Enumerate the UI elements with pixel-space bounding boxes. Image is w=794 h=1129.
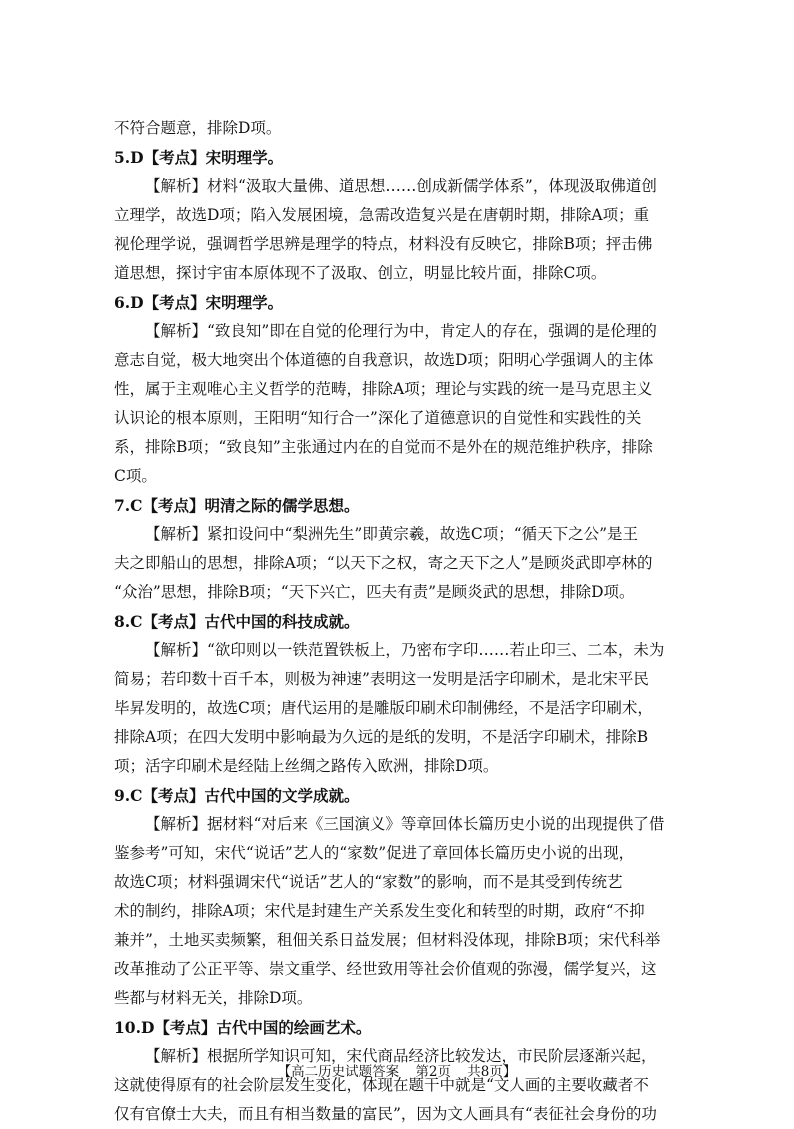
- text-line: 认识论的根本原则，王阳明“知行合一”深化了道德意识的自觉性和实践性的关: [114, 409, 642, 427]
- text-line: 【解析】“欲印则以一铁范置铁板上，乃密布字印……若止印三、二本，未为: [145, 641, 665, 659]
- text-line: 些都与材料无关，排除D项。: [114, 989, 313, 1007]
- text-line: 鉴参考”可知，宋代“说话”艺人的“家数”促进了章回体长篇历史小说的出现，: [114, 844, 635, 862]
- text-line: 兼并”，土地买卖频繁，租佃关系日益发展；但材料没体现，排除B项；宋代科举: [114, 931, 661, 949]
- text-line: “众治”思想，排除B项；“天下兴亡，匹夫有责”是顾炎武的思想，排除D项。: [114, 583, 635, 601]
- text-line: 道思想，探讨宇宙本原体现不了汲取、创立，明显比较片面，排除C项。: [114, 264, 607, 282]
- text-line: 术的制约，排除A项；宋代是封建生产关系发生变化和转型的时期，政府“不抑: [114, 902, 645, 920]
- text-line: 项；活字印刷术是经陆上丝绸之路传入欧洲，排除D项。: [114, 757, 499, 775]
- text-line: 这就使得原有的社会阶层发生变化，体现在题干中就是“文人画的主要收藏者不: [114, 1076, 649, 1094]
- text-line: 性，属于主观唯心主义哲学的范畴，排除A项；理论与实践的统一是马克思主义: [114, 380, 653, 398]
- footer-total-pages: 共8页】: [467, 1064, 517, 1080]
- text-line: 夫之即船山的思想，排除A项；“以天下之权，寄之天下之人”是顾炎武即亭林的: [114, 554, 653, 572]
- text-line: C项。: [114, 467, 157, 485]
- text-line: 【解析】“致良知”即在自觉的伦理行为中，肯定人的存在，强调的是伦理的: [145, 322, 657, 340]
- text-line: 改革推动了公正平等、崇文重学、经世致用等社会价值观的弥漫，儒学复兴，这: [114, 960, 657, 978]
- question-heading: 8.C【考点】古代中国的科技成就。: [114, 612, 360, 631]
- page-footer: [0, 1062, 794, 1082]
- text-line: 系，排除B项；“致良知”主张通过内在的自觉而不是外在的规范维护秩序，排除: [114, 438, 653, 456]
- text-line: 仅有官僚士大夫，而且有相当数量的富民”，因为文人画具有“表征社会身份的功: [114, 1105, 657, 1123]
- text-line: 不符合题意，排除D项。: [114, 119, 282, 137]
- footer-page-number: 第2页: [415, 1064, 451, 1080]
- question-heading: 9.C【考点】古代中国的文学成就。: [114, 786, 360, 805]
- text-line: 【解析】据材料“对后来《三国演义》等章回体长篇历史小说的出现提供了借: [145, 815, 665, 833]
- footer-title: 【高二历史试题答案: [277, 1064, 400, 1080]
- question-heading: 5.D【考点】宋明理学。: [114, 148, 284, 167]
- text-line: 立理学，故选D项；陷入发展困境，急需改造复兴是在唐朝时期，排除A项；重: [114, 206, 650, 224]
- text-line: 故选C项；材料强调宋代“说话”艺人的“家数”的影响，而不是其受到传统艺: [114, 873, 623, 891]
- text-line: 毕昇发明的，故选C项；唐代运用的是雕版印刷术印制佛经，不是活字印刷术，: [114, 699, 653, 717]
- text-line: 【解析】紧扣设问中“梨洲先生”即黄宗羲，故选C项；“循天下之公”是王: [145, 525, 639, 543]
- text-line: 排除A项；在四大发明中影响最为久远的是纸的发明，不是活字印刷术，排除B: [114, 728, 649, 746]
- text-line: 【解析】根据所学知识可知，宋代商品经济比较发达，市民阶层逐渐兴起，: [145, 1047, 657, 1065]
- question-heading: 7.C【考点】明清之际的儒学思想。: [114, 496, 360, 515]
- answer-text-body: [114, 114, 684, 1129]
- text-line: 意志自觉，极大地突出个体道德的自我意识，故选D项；阳明心学强调人的主体: [114, 351, 654, 369]
- text-line: 视伦理学说，强调哲学思辨是理学的特点，材料没有反映它，排除B项；抨击佛: [114, 235, 653, 253]
- question-heading: 10.D【考点】古代中国的绘画艺术。: [114, 1018, 372, 1037]
- text-line: 简易；若印数十百千本，则极为神速”表明这一发明是活字印刷术，是北宋平民: [114, 670, 649, 688]
- text-line: 【解析】材料“汲取大量佛、道思想……创成新儒学体系”，体现汲取佛道创: [145, 177, 657, 195]
- question-heading: 6.D【考点】宋明理学。: [114, 293, 284, 312]
